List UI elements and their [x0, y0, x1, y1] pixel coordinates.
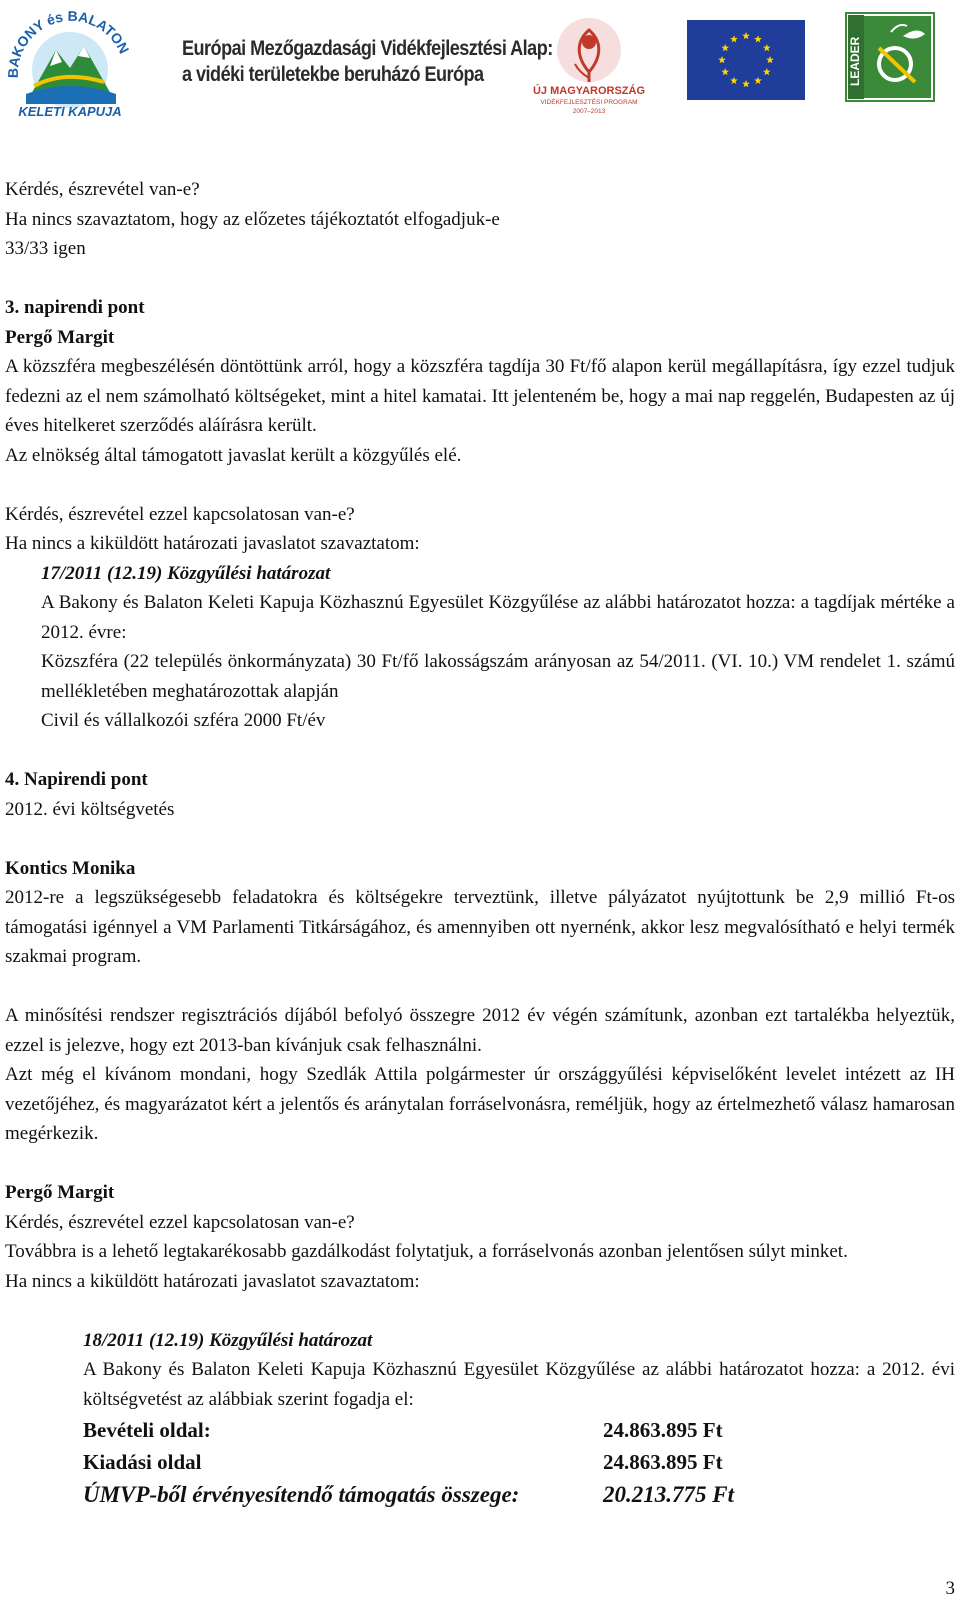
budget-label: ÚMVP-ből érvényesítendő támogatás összege:	[83, 1482, 520, 1507]
budget-row-income	[83, 1414, 955, 1446]
eafrd-slogan-line2: a vidéki területekbe beruházó Európa	[182, 63, 484, 86]
agenda-item-4-vote: Ha nincs a kiküldött határozati javaslatot szavaztatom:	[5, 1270, 420, 1292]
resolution-17-text: A Bakony és Balaton Keleti Kapuja Közhasznú Egyesület Közgyűlése az alábbi határozatot hozza: a tagdíjak mértéke a 2012. évre:	[41, 592, 955, 643]
speaker-name: Pergő Margit	[5, 326, 115, 348]
logo-bottom-text: KELETI KAPUJA	[18, 104, 122, 118]
budget-row-expense	[83, 1446, 955, 1478]
agenda-item-3-vote: Ha nincs a kiküldött határozati javaslatot szavaztatom:	[5, 533, 420, 554]
budget-value: 20.213.775 Ft	[603, 1482, 734, 1507]
budget-value: 24.863.895 Ft	[603, 1418, 723, 1442]
page-number: 3	[945, 1578, 955, 1599]
spacer	[5, 264, 955, 294]
agenda-item-4-subtitle: 2012. évi költségvetés	[5, 798, 175, 820]
agenda-item-3-text: A közszféra megbeszélésén döntöttünk arról, hogy a közszféra tagdíja 30 Ft/fő alapon kerül megállapításra, így ezzel tudjuk fedezni az el nem számolható költségeket, mint a hitel kamatai. Itt jelenteném be, hogy a mai nap reggelén, Budapesten az új éves hitelkeret szerződés aláírásra került.	[5, 356, 955, 436]
agenda-item-4-title: 4. Napirendi pont	[5, 769, 148, 790]
intro-question: Kérdés, észrevétel van-e?	[5, 179, 200, 200]
agenda-item-4-question: Kérdés, észrevétel ezzel kapcsolatosan van-e?	[5, 1211, 355, 1233]
speaker-name: Pergő Margit	[5, 1182, 115, 1203]
minutes-content	[5, 175, 955, 1512]
agenda-item-3-text2: Az elnökség által támogatott javaslat került a közgyűlés elé.	[5, 444, 462, 466]
uj-years: 2007–2013	[572, 108, 606, 115]
resolution-17-public-fee: Közszféra (22 település önkormányzata) 30 Ft/fő lakosságszám arányosan az 54/2011. (VI. 10.) VM rendelet 1. számú mellékletében meghatározottak alapján	[41, 651, 955, 702]
eu-flag-icon	[687, 20, 805, 100]
document-header	[0, 0, 960, 125]
leader-logo	[845, 12, 935, 102]
resolution-17-title: 17/2011 (12.19) Közgyűlési határozat	[41, 562, 331, 584]
resolution-18-title: 18/2011 (12.19) Közgyűlési határozat	[83, 1329, 373, 1351]
eafrd-slogan	[182, 36, 553, 88]
spacer	[5, 824, 955, 854]
budget-value: 24.863.895 Ft	[603, 1450, 723, 1474]
intro-vote: Ha nincs szavaztatom, hogy az előzetes tájékoztatót elfogadjuk-e	[5, 208, 500, 230]
spacer	[5, 736, 955, 766]
spacer	[5, 1296, 955, 1326]
budget-row-support	[83, 1478, 955, 1512]
budget-label: Bevételi oldal:	[83, 1418, 211, 1442]
agenda-item-3-question: Kérdés, észrevétel ezzel kapcsolatosan van-e?	[5, 503, 355, 525]
budget-table	[83, 1414, 955, 1512]
spacer	[5, 470, 955, 500]
agenda-item-4-paragraph-3: Azt még el kívánom mondani, hogy Szedlák Attila polgármester úr országgyűlési képviselőként levelet intézett az IH vezetőjéhez, és magyarázatot kért a jelentős és aránytalan forráselvonásra, reméljük, hogy az értelmezhető válasz hamarosan megérkezik.	[5, 1064, 955, 1144]
eafrd-slogan-line1: Európai Mezőgazdasági Vidékfejlesztési Alap:	[182, 37, 553, 60]
intro-result: 33/33 igen	[5, 238, 86, 259]
spacer	[5, 972, 955, 1002]
agenda-item-4-paragraph-2: A minősítési rendszer regisztrációs díjából befolyó összegre 2012 év végén számítunk, azonban ezt tartalékba helyeztük, ezzel is jelezve, hogy ezt 2013-ban kívánjuk csak felhasználni.	[5, 1005, 955, 1056]
logo-arc-text: BAKONY és BALATON	[4, 8, 133, 79]
agenda-item-4-paragraph-1: 2012-re a legszükségesebb feladatokra és költségekre terveztünk, illetve pályázatot nyújtottunk be 2,9 millió Ft-os támogatási igénnyel a VM Parlamenti Titkárságához, és amennyiben ott nyernénk, akkor lesz megvalósítható e helyi termék szakmai program.	[5, 887, 955, 967]
leader-label: LEADER	[848, 36, 862, 86]
uj-title: ÚJ MAGYARORSZÁG	[533, 85, 645, 97]
agenda-item-4-paragraph-4: Továbbra is a lehető legtakarékosabb gazdálkodást folytatjuk, a forráselvonás azonban jelentősen súlyt minket.	[5, 1241, 848, 1262]
spacer	[5, 1149, 955, 1179]
bakony-balaton-logo	[4, 8, 134, 118]
speaker-name: Kontics Monika	[5, 857, 136, 879]
resolution-17-civil-fee: Civil és vállalkozói szféra 2000 Ft/év	[41, 710, 326, 731]
agenda-item-3-title: 3. napirendi pont	[5, 297, 145, 318]
uj-magyarorszag-logo	[533, 12, 645, 116]
uj-subtitle: VIDÉKFEJLESZTÉSI PROGRAM	[540, 99, 638, 106]
resolution-18-text: A Bakony és Balaton Keleti Kapuja Közhasznú Egyesület Közgyűlése az alábbi határozatot hozza: a 2012. évi költségvetést az alábbiak szerint fogadja el:	[83, 1359, 955, 1410]
budget-label: Kiadási oldal	[83, 1450, 202, 1474]
